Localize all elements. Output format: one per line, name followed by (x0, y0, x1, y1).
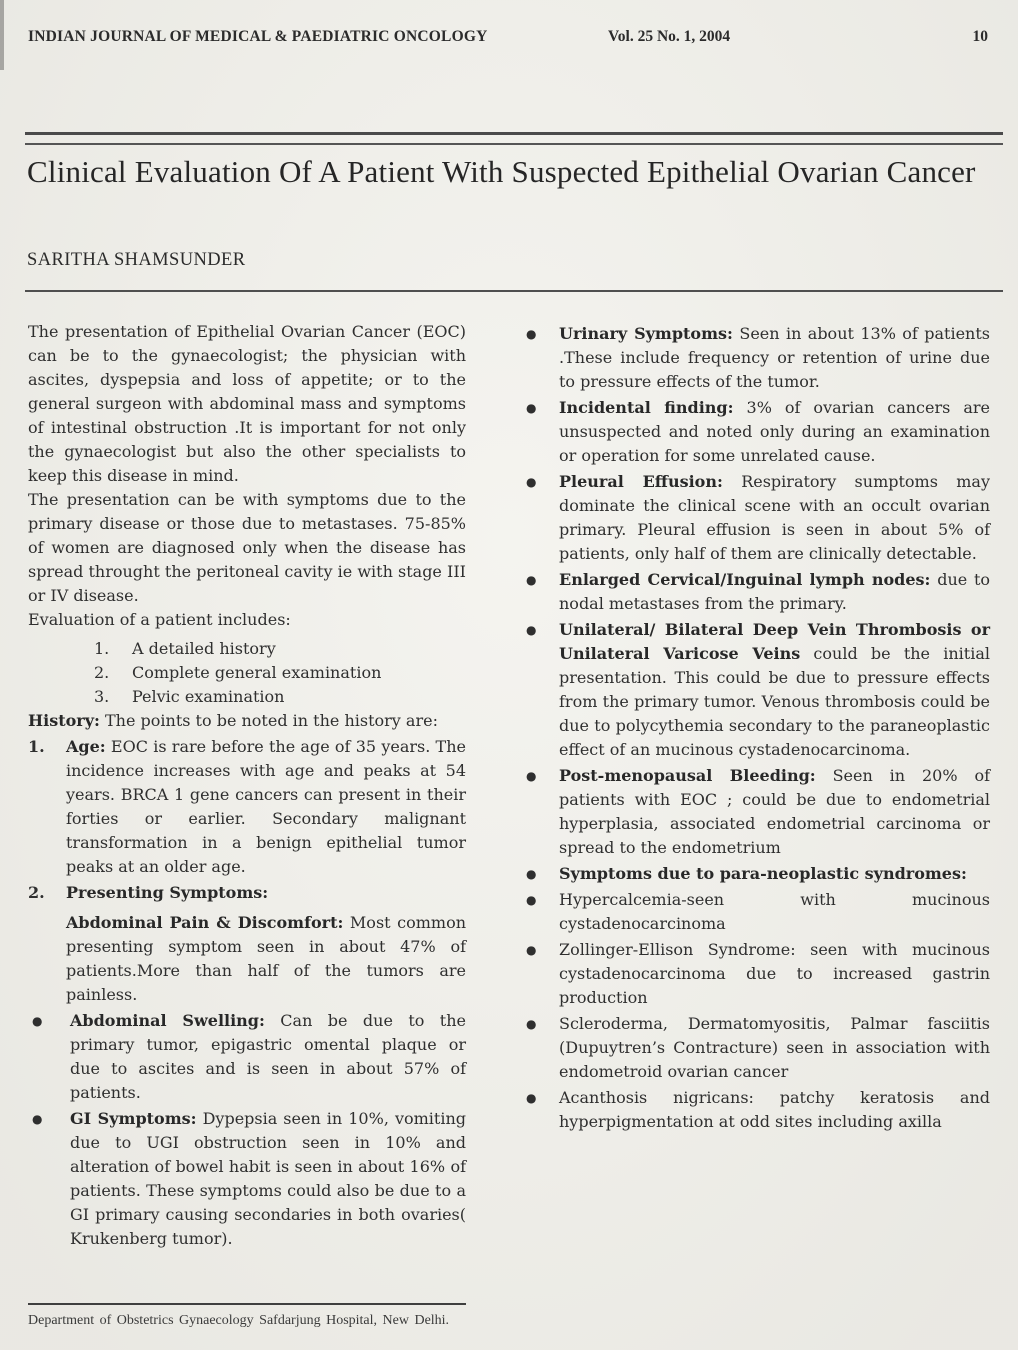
evaluation-intro: Evaluation of a patient includes: (28, 610, 291, 629)
list-item-text (70, 1009, 466, 1105)
bullet-icon: ● (32, 1112, 43, 1126)
item-rest: Seen in 20% of patients with EOC ; could be due to endometrial hyperplasia, associated endometrial carcinoma or spread to the endometrium (559, 766, 991, 857)
item-lead: Enlarged Cervical/Inguinal lymph nodes: (559, 570, 931, 589)
bullet-item-scleroderma (522, 1012, 990, 1084)
item-lead: Incidental finding: (559, 398, 734, 417)
bullet-icon: ● (32, 1014, 43, 1028)
list-number: 1. (28, 737, 45, 756)
item-rest: Scleroderma, Dermatomyositis, Palmar fasciitis (Dupuytren’s Contracture) seen in association with endometroid ovarian cancer (559, 1014, 990, 1081)
list-item-text (559, 938, 990, 1010)
item-rest: due to nodal metastases from the primary. (559, 570, 991, 613)
list-item-text: Complete general examination (132, 663, 382, 682)
bullet-icon: ● (526, 867, 537, 881)
list-item (94, 661, 466, 685)
paragraph-intro-2: The presentation can be with symptoms due to the primary disease or those due to metastases. 75-85% of women are diagnosed only when the disease has spread throught the peritoneal cavity ie with stage III or IV disease. (28, 490, 466, 605)
item-rest: Respiratory sumptoms may dominate the clinical scene with an occult ovarian primary. Pleural effusion is seen in about 5% of patients, only half of them are clinically detectable. (559, 472, 991, 563)
item-rest: could be the initial presentation. This could be due to pressure effects from the primary tumor. Venous thrombosis could be due to polycythemia secondary to the paraneoplastic effect of an mucinous cystadenocarcinoma. (559, 644, 990, 759)
bullet-icon: ● (526, 1017, 537, 1031)
evaluation-list (94, 637, 466, 709)
list-item-text (559, 568, 990, 616)
bullet-icon: ● (526, 769, 537, 783)
article-body (28, 320, 990, 1251)
right-column (522, 320, 990, 1251)
bullet-item-zollinger-ellison (522, 938, 990, 1010)
bullet-item-paraneoplastic-syndromes (522, 862, 990, 886)
item-lead: GI Symptoms: (70, 1109, 197, 1128)
bullet-item-urinary-symptoms (522, 322, 990, 394)
history-heading (28, 709, 466, 733)
list-item-text (559, 888, 990, 936)
running-head (28, 28, 992, 50)
list-item-text (559, 862, 990, 886)
item-rest: EOC is rare before the age of 35 years. The incidence increases with age and peaks at 54 years. BRCA 1 gene cancers can present in their forties or earlier. Secondary malignant transformation in a benign epithelial tumor peaks at an older age. (66, 737, 466, 876)
left-column (28, 320, 466, 1251)
scan-artifact (0, 0, 4, 70)
item-rest: Acanthosis nigricans: patchy keratosis and hyperpigmentation at odd sites including axilla (559, 1088, 990, 1131)
list-item (94, 637, 466, 661)
item-lead: Pleural Effusion: (559, 472, 723, 491)
footnote-text: Department of Obstetrics Gynaecology Safdarjung Hospital, New Delhi. (28, 1313, 450, 1328)
title-rule-top (25, 132, 1003, 145)
paragraph-intro-1: The presentation of Epithelial Ovarian Cancer (EOC) can be to the gynaecologist; the physician with ascites, dyspepsia and loss of appetite; or to the general surgeon with abdominal mass and symptoms of intestinal obstruction .It is important for not only the gynaecologist but also the other specialists to keep this disease in mind. (28, 322, 466, 485)
list-item-text (66, 881, 466, 905)
item-rest: Can be due to the primary tumor, epigastric omental plaque or due to ascites and is seen in about 57% of patients. (70, 1011, 466, 1102)
sub-paragraph-abdominal-pain (66, 911, 466, 1007)
list-item-text (559, 764, 990, 860)
item-rest: Seen in about 13% of patients .These include frequency or retention of urine due to pressure effects of the tumor. (559, 324, 990, 391)
list-item-text (559, 1086, 990, 1134)
bullet-icon: ● (526, 1091, 537, 1105)
item-lead: Unilateral/ Bilateral Deep Vein Thrombosis or Unilateral Varicose Veins (559, 620, 990, 663)
item-rest: Hypercalcemia-seen with mucinous cystadenocarcinoma (559, 890, 990, 933)
title-rule-bottom (25, 290, 1003, 292)
bullet-item-dvt-varicose-veins (522, 618, 990, 762)
item-lead: Abdominal Swelling: (70, 1011, 265, 1030)
footnote-rule (28, 1303, 466, 1305)
list-item-text (559, 396, 990, 468)
list-item-text (559, 322, 990, 394)
numbered-item-presenting-symptoms (28, 881, 466, 905)
list-item-text (70, 1107, 466, 1251)
bullet-item-postmenopausal-bleeding (522, 764, 990, 860)
list-item (94, 685, 466, 709)
list-item-text (559, 470, 990, 566)
list-number: 2. (94, 663, 110, 682)
item-lead: Abdominal Pain & Discomfort: (66, 913, 344, 932)
bullet-icon: ● (526, 327, 537, 341)
numbered-item-age (28, 735, 466, 879)
article-author: SARITHA SHAMSUNDER (27, 250, 246, 270)
page-number: 10 (972, 28, 988, 45)
list-item-text: A detailed history (132, 639, 276, 658)
bullet-icon: ● (526, 573, 537, 587)
item-lead: Urinary Symptoms: (559, 324, 733, 343)
item-lead: Age: (66, 737, 106, 756)
bullet-icon: ● (526, 893, 537, 907)
item-rest: Dypepsia seen in 10%, vomiting due to UGI obstruction seen in 10% and alteration of bowel habit is seen in about 16% of patients. These symptoms could also be due to a GI primary causing secondaries in both ovaries( Krukenberg tumor). (70, 1109, 466, 1248)
list-number: 3. (94, 687, 110, 706)
bullet-icon: ● (526, 943, 537, 957)
item-lead: Post-menopausal Bleeding: (559, 766, 816, 785)
bullet-icon: ● (526, 401, 537, 415)
bullet-item-acanthosis-nigricans (522, 1086, 990, 1134)
bullet-item-gi-symptoms (28, 1107, 466, 1251)
history-heading-rest: The points to be noted in the history are: (99, 711, 438, 730)
bullet-icon: ● (526, 623, 537, 637)
list-number: 1. (94, 639, 110, 658)
item-rest: Zollinger-Ellison Syndrome: seen with mucinous cystadenocarcinoma due to increased gastrin production (559, 940, 990, 1007)
list-item-text (66, 735, 466, 879)
bullet-item-hypercalcemia (522, 888, 990, 936)
item-lead: Presenting Symptoms: (66, 883, 269, 902)
bullet-item-abdominal-swelling (28, 1009, 466, 1105)
bullet-icon: ● (526, 475, 537, 489)
history-heading-lead: History: (28, 711, 100, 730)
list-item-text: Pelvic examination (132, 687, 285, 706)
item-lead: Symptoms due to para-neoplastic syndromes: (559, 864, 967, 883)
bullet-item-pleural-effusion (522, 470, 990, 566)
volume-info: Vol. 25 No. 1, 2004 (608, 28, 731, 45)
journal-name: INDIAN JOURNAL OF MEDICAL & PAEDIATRIC ONCOLOGY (28, 28, 488, 45)
item-rest: 3% of ovarian cancers are unsuspected and noted only during an examination or operation for some unrelated cause. (559, 398, 990, 465)
list-item-text (559, 618, 990, 762)
list-number: 2. (28, 883, 45, 902)
item-rest: Most common presenting symptom seen in about 47% of patients.More than half of the tumors are painless. (66, 913, 467, 1004)
list-item-text (559, 1012, 990, 1084)
bullet-item-incidental-finding (522, 396, 990, 468)
article-title: Clinical Evaluation Of A Patient With Suspected Epithelial Ovarian Cancer (27, 154, 976, 189)
bullet-item-lymph-nodes (522, 568, 990, 616)
